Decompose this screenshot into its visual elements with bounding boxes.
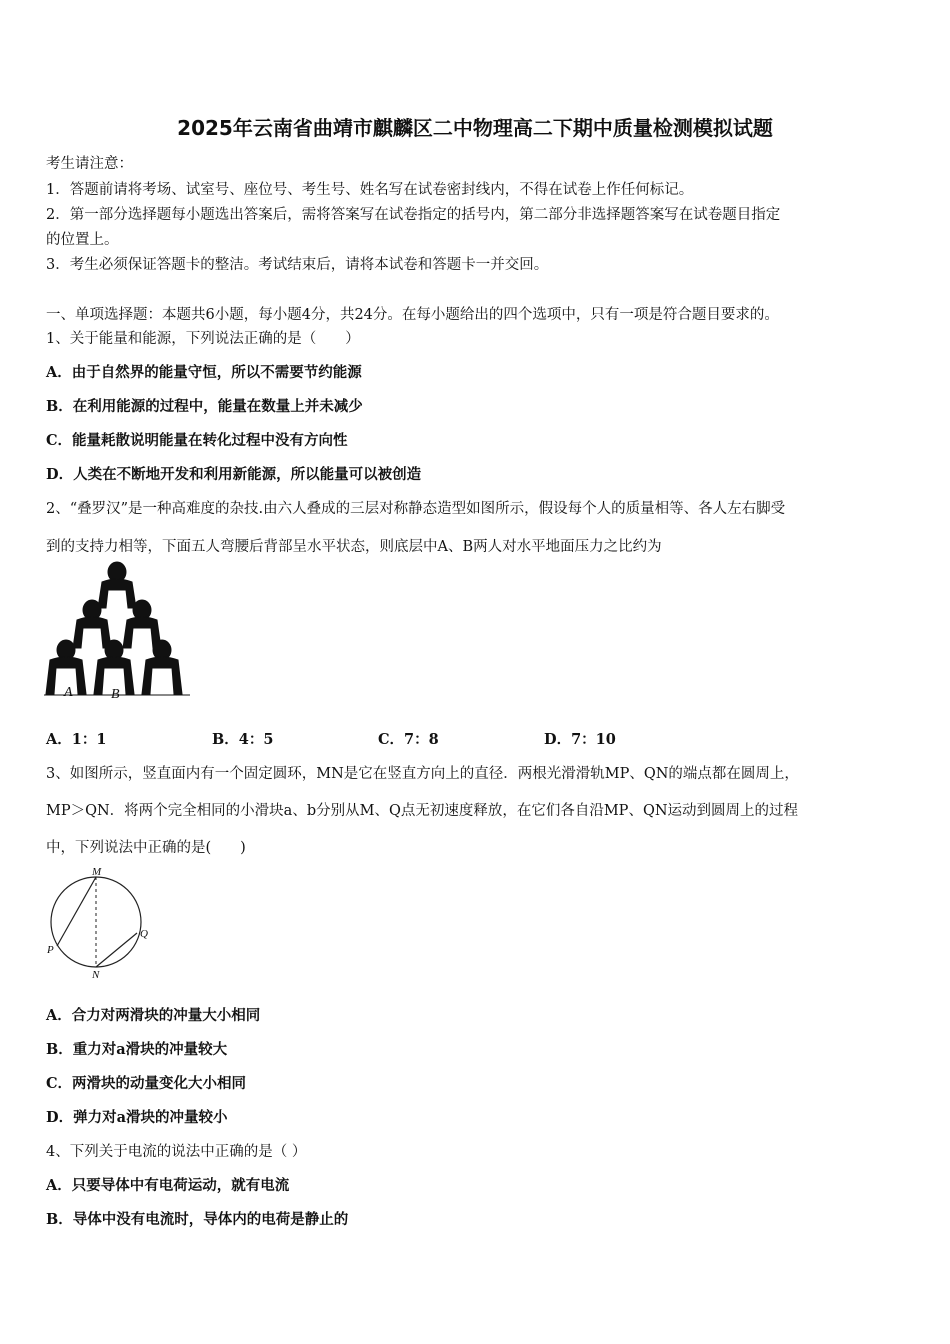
q2-option-c[interactable]: C．7：8 xyxy=(378,731,439,748)
q3-stem-2: MP＞QN．将两个完全相同的小滑块a、b分别从M、Q点无初速度释放，在它们各自沿MP、QN运动到圆周上的过程 xyxy=(46,803,799,819)
q2-option-a[interactable]: A．1：1 xyxy=(46,731,107,748)
q1-option-d[interactable]: D．人类在不断地开发和利用新能源，所以能量可以被创造 xyxy=(46,466,422,483)
q3-option-d[interactable]: D．弹力对a滑块的冲量较小 xyxy=(46,1109,228,1126)
page-title: 2025年云南省曲靖市麒麟区二中物理高二下期中质量检测模拟试题 xyxy=(177,116,773,140)
section-heading: 一、单项选择题：本题共6小题，每小题4分，共24分。在每小题给出的四个选项中，只有一项是符合题目要求的。 xyxy=(46,307,779,323)
q2-option-d[interactable]: D．7：10 xyxy=(544,731,616,748)
fig-label-n: N xyxy=(92,969,100,980)
fig-label-a: A xyxy=(64,685,73,700)
fig-label-q: Q xyxy=(140,928,148,940)
q1-option-b[interactable]: B．在利用能源的过程中，能量在数量上并未减少 xyxy=(46,398,363,415)
fig-label-b: B xyxy=(111,687,120,702)
notice-item-2-cont: 的位置上。 xyxy=(46,232,119,248)
fig-label-m: M xyxy=(92,866,102,878)
q4-option-a[interactable]: A．只要导体中有电荷运动，就有电流 xyxy=(46,1177,290,1194)
notice-heading: 考生请注意： xyxy=(46,156,133,172)
q1-stem: 1、关于能量和能源，下列说法正确的是（ ） xyxy=(46,331,360,347)
notice-item-1: 1．答题前请将考场、试室号、座位号、考生号、姓名写在试卷密封线内，不得在试卷上作任何标记。 xyxy=(46,182,694,198)
q3-stem-1: 3、如图所示，竖直面内有一个固定圆环，MN是它在竖直方向上的直径．两根光滑滑轨MP、QN的端点都在圆周上， xyxy=(46,766,799,782)
q1-option-c[interactable]: C．能量耗散说明能量在转化过程中没有方向性 xyxy=(46,432,348,449)
human-pyramid-figure xyxy=(44,560,190,702)
q4-option-b[interactable]: B．导体中没有电流时，导体内的电荷是静止的 xyxy=(46,1211,349,1228)
q2-stem-2: 到的支持力相等，下面五人弯腰后背部呈水平状态，则底层中A、B两人对水平地面压力之比约为 xyxy=(46,539,662,555)
circle-ring-figure xyxy=(44,864,154,980)
q4-stem: 4、下列关于电流的说法中正确的是（ ） xyxy=(46,1144,307,1160)
q3-stem-3: 中，下列说法中正确的是( ) xyxy=(46,840,246,856)
fig-label-p: P xyxy=(47,944,54,956)
q3-option-a[interactable]: A．合力对两滑块的冲量大小相同 xyxy=(46,1007,261,1024)
notice-item-2: 2．第一部分选择题每小题选出答案后，需将答案写在试卷指定的括号内，第二部分非选择题答案写在试卷题目指定 xyxy=(46,207,781,223)
q3-option-c[interactable]: C．两滑块的动量变化大小相同 xyxy=(46,1075,247,1092)
q2-stem-1: 2、“叠罗汉”是一种高难度的杂技.由六人叠成的三层对称静态造型如图所示，假设每个人的质量相等、各人左右脚受 xyxy=(46,501,786,517)
q2-option-b[interactable]: B．4：5 xyxy=(212,731,274,748)
q1-option-a[interactable]: A．由于自然界的能量守恒，所以不需要节约能源 xyxy=(46,364,362,381)
notice-item-3: 3．考生必须保证答题卡的整洁。考试结束后，请将本试卷和答题卡一并交回。 xyxy=(46,257,549,273)
q3-option-b[interactable]: B．重力对a滑块的冲量较大 xyxy=(46,1041,228,1058)
